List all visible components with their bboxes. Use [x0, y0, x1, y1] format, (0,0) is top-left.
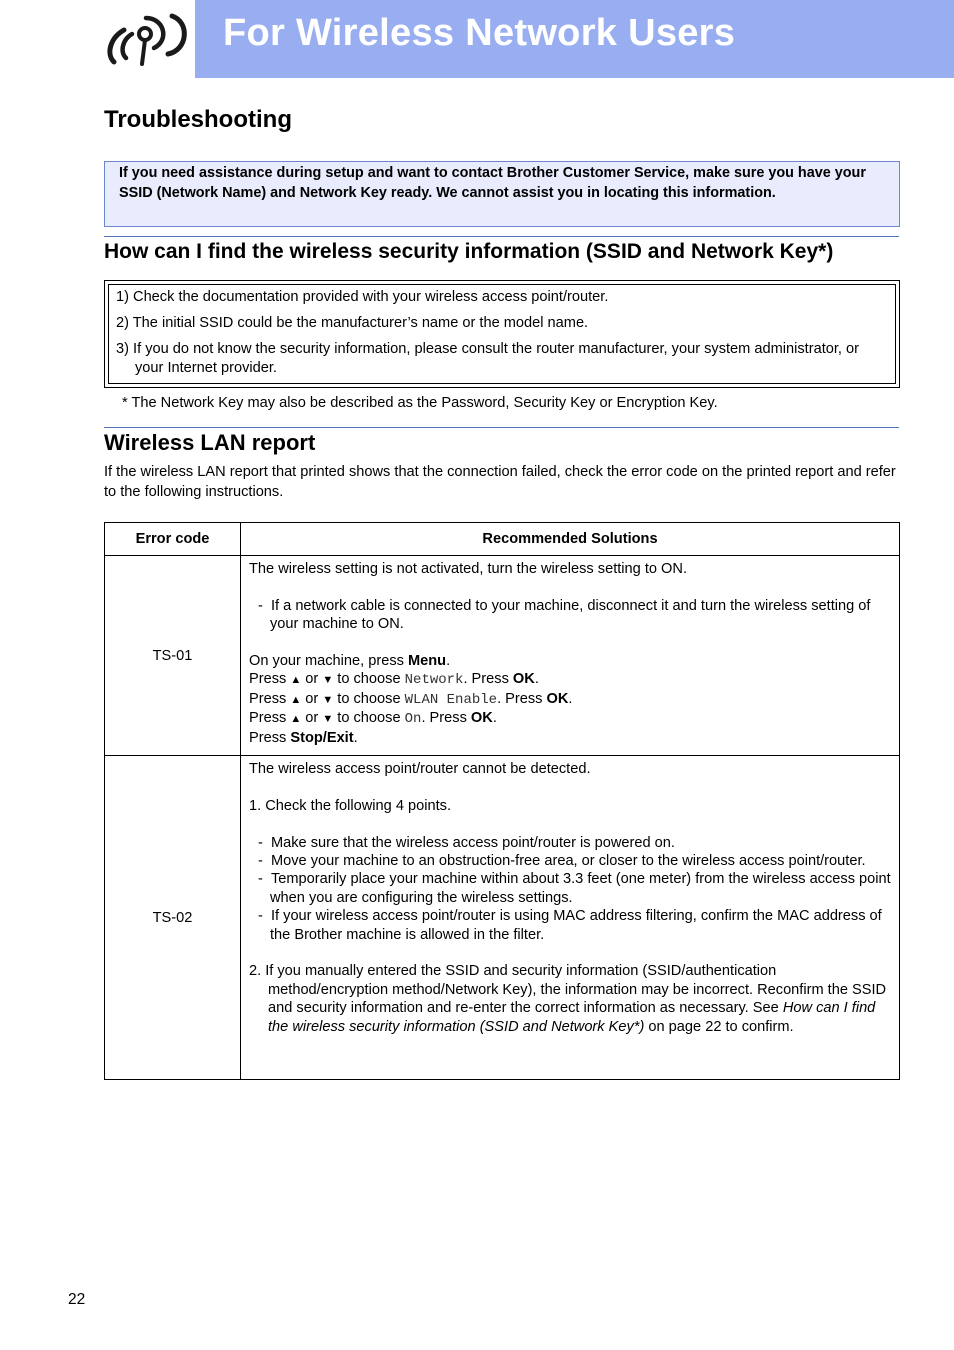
list-item: 2) The initial SSID could be the manufacturer’s name or the model name. — [116, 315, 589, 331]
ok-key-label: OK — [512, 671, 535, 688]
section-divider — [104, 236, 899, 237]
error-code-ts02: TS-02 — [105, 756, 241, 1080]
lcd-option-network: Network — [404, 672, 464, 689]
menu-key-label: Menu — [407, 653, 447, 669]
lcd-option-wlan-enable: WLAN Enable — [404, 691, 498, 708]
ok-key-label: OK — [546, 690, 569, 707]
column-header-solutions: Recommended Solutions — [241, 523, 900, 556]
list-item: - Make sure that the wireless access point/router is powered on. — [258, 834, 675, 851]
lan-report-intro: If the wireless LAN report that printed shows that the connection failed, check the error code on the printed report and refer to the following instructions. — [104, 464, 896, 500]
error-code-table — [104, 522, 900, 1080]
instruction-line: On your machine, press Menu. — [249, 653, 451, 669]
instruction-line: Press ▲ or ▼ to choose WLAN Enable. Press OK. — [249, 690, 573, 708]
up-arrow-icon: ▲ — [290, 693, 302, 706]
security-info-heading: How can I find the wireless security information (SSID and Network Key*) — [104, 240, 834, 263]
list-item: - If a network cable is connected to your machine, disconnect it and turn the wireless setting of your machine to ON. — [258, 597, 871, 633]
header-bar — [195, 0, 954, 78]
solution-ts02 — [241, 756, 900, 1080]
wireless-signal-icon — [102, 10, 190, 68]
section-divider — [104, 427, 899, 428]
down-arrow-icon: ▼ — [322, 693, 334, 706]
list-item: 2. If you manually entered the SSID and security information (SSID/authentication method/encryption method/Network Key), the information may be incorrect. Reconfirm the SSID and security information and re-enter the correct information as necessary. See How can I find the wireless security information (SSID and Network Key*) on page 22 to confirm. — [249, 963, 887, 1035]
solution-text: The wireless setting is not activated, turn the wireless setting to ON. — [249, 561, 688, 577]
ok-key-label: OK — [470, 710, 493, 727]
table-header-row — [105, 523, 900, 556]
list-item: - If your wireless access point/router is using MAC address filtering, confirm the MAC address of the Brother machine is allowed in the filter. — [258, 908, 882, 943]
down-arrow-icon: ▼ — [322, 674, 334, 687]
solution-text: The wireless access point/router cannot be detected. — [249, 761, 591, 778]
up-arrow-icon: ▲ — [290, 674, 302, 687]
lcd-option-on: On — [404, 711, 422, 728]
up-arrow-icon: ▲ — [290, 713, 302, 726]
list-item: 1) Check the documentation provided with your wireless access point/router. — [116, 289, 609, 305]
security-steps-box — [104, 280, 900, 388]
solution-text: 1. Check the following 4 points. — [249, 797, 451, 814]
list-item: - Temporarily place your machine within about 3.3 feet (one meter) from the wireless access point when you are configuring the wireless settings. — [258, 871, 891, 906]
troubleshooting-heading: Troubleshooting — [104, 106, 292, 133]
instruction-line: Press ▲ or ▼ to choose Network. Press OK. — [249, 671, 539, 689]
support-notice: If you need assistance during setup and want to contact Brother Customer Service, make sure you have your SSID (Network Name) and Network Key ready. We cannot assist you in locating this information. — [104, 161, 900, 227]
instruction-line: Press Stop/Exit. — [249, 729, 358, 746]
stop-exit-key-label: Stop/Exit — [290, 729, 354, 746]
error-code-ts01: TS-01 — [105, 556, 241, 756]
instruction-line: Press ▲ or ▼ to choose On. Press OK. — [249, 710, 497, 728]
list-item: - Move your machine to an obstruction-free area, or closer to the wireless access point/router. — [258, 853, 866, 870]
down-arrow-icon: ▼ — [322, 713, 334, 726]
list-item: 3) If you do not know the security information, please consult the router manufacturer, your system administrator, or your Internet provider. — [116, 341, 860, 376]
network-key-footnote: * The Network Key may also be described as the Password, Security Key or Encryption Key. — [122, 395, 718, 411]
lan-report-heading: Wireless LAN report — [104, 430, 316, 455]
cross-reference: How can I find the wireless security information (SSID and Network Key*) — [268, 1000, 876, 1035]
column-header-error-code: Error code — [105, 523, 241, 556]
page-title: For Wireless Network Users — [223, 12, 736, 54]
table-row — [105, 556, 900, 756]
page-number: 22 — [68, 1291, 86, 1308]
solution-ts01 — [241, 556, 900, 756]
table-row — [105, 756, 900, 1080]
